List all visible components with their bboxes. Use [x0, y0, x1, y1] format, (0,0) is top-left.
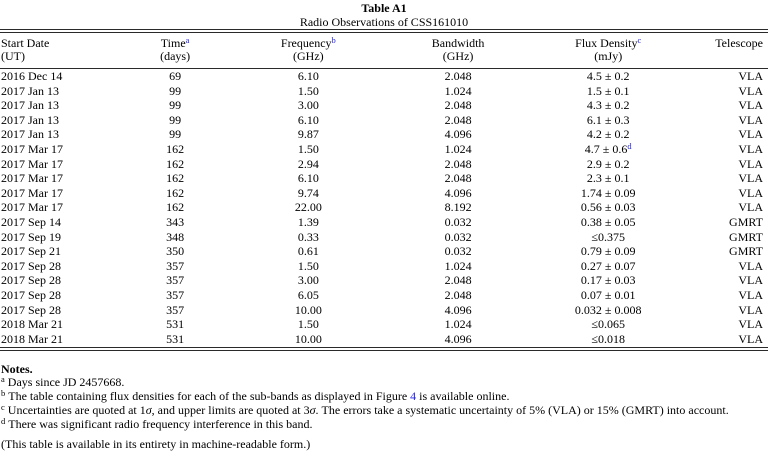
cell-start-date: 2017 Mar 17	[1, 185, 63, 200]
cell-start-date: 2017 Sep 28	[1, 273, 61, 288]
footnote-text: . The errors take a systematic uncertainty of 5% (VLA) or 15% (GMRT) into account.	[315, 402, 729, 417]
cell-time: 69	[169, 69, 182, 83]
cell-start-date: 2017 Mar 17	[1, 156, 63, 171]
cell-start-date: 2017 Sep 28	[1, 287, 61, 302]
footnote-c-link[interactable]: c	[637, 35, 642, 45]
column-header-time: Time$^a$ (days)	[117, 33, 234, 69]
footnote-text: , and upper limits are quoted at 3	[151, 402, 310, 417]
sigma-symbol: σ	[309, 402, 316, 417]
cell-telescope: VLA	[738, 127, 763, 142]
cell-bandwidth: 8.192	[444, 200, 472, 215]
cell-bandwidth: 2.048	[444, 69, 472, 83]
cell-frequency: 1.50	[297, 258, 319, 273]
table-row	[0, 215, 768, 230]
cell-flux-density: 0.032 ± 0.008	[574, 302, 642, 317]
cell-telescope: GMRT	[729, 229, 763, 244]
cell-start-date: 2018 Mar 21	[1, 331, 63, 346]
column-header-flux-density: Flux Density$^c$ (mJy)	[533, 33, 684, 69]
footnote-text: Days since JD 2457668.	[7, 375, 125, 390]
table-row	[0, 142, 768, 157]
cell-frequency: 22.00	[294, 200, 322, 215]
table-row	[0, 303, 768, 318]
cell-telescope: VLA	[738, 287, 763, 302]
cell-frequency: 1.39	[297, 214, 319, 229]
cell-start-date: 2017 Sep 28	[1, 258, 61, 273]
cell-flux-density: 4.7 ± 0.6$^d$	[584, 140, 632, 156]
cell-time: 162	[166, 185, 185, 200]
cell-frequency: 0.33	[297, 229, 319, 244]
cell-time: 162	[166, 141, 185, 156]
column-header-bandwidth: Bandwidth (GHz)	[383, 33, 533, 69]
footnote-text: The table containing flux densities for each of the sub-bands as displayed in Figure	[8, 389, 411, 404]
table-row	[0, 171, 768, 186]
footnote-text: is available online.	[416, 389, 510, 404]
cell-time: 531	[166, 317, 185, 332]
cell-bandwidth: 4.096	[444, 185, 472, 200]
footnote-c	[1, 401, 768, 418]
cell-telescope: VLA	[738, 273, 763, 288]
cell-bandwidth: 2.048	[444, 98, 472, 113]
cell-telescope: VLA	[738, 317, 763, 332]
footnote-b-link[interactable]: b	[331, 35, 336, 45]
notes-block	[0, 363, 768, 451]
cell-start-date: 2017 Jan 13	[1, 112, 59, 127]
cell-telescope: VLA	[738, 185, 763, 200]
cell-telescope: VLA	[738, 200, 763, 215]
cell-time: 99	[169, 112, 182, 127]
cell-flux-density: 0.79 ± 0.09	[580, 244, 636, 259]
cell-flux-density: 0.17 ± 0.03	[580, 273, 636, 288]
cell-telescope: VLA	[738, 83, 763, 98]
availability-note: (This table is available in its entirety in machine-readable form.)	[1, 437, 311, 452]
cell-time: 99	[169, 127, 182, 142]
footnote-a	[1, 376, 768, 390]
cell-frequency: 10.00	[294, 331, 322, 346]
cell-telescope: VLA	[738, 302, 763, 317]
cell-bandwidth: 0.032	[444, 244, 472, 259]
cell-frequency: 10.00	[294, 302, 322, 317]
cell-flux-density: 4.3 ± 0.2	[586, 98, 630, 113]
cell-time: 350	[166, 244, 185, 259]
table-row	[0, 230, 768, 245]
column-header-telescope: Telescope	[683, 33, 768, 69]
cell-bandwidth: 1.024	[444, 83, 472, 98]
cell-start-date: 2017 Jan 13	[1, 83, 59, 98]
cell-frequency: 1.50	[297, 141, 319, 156]
cell-flux-density: 2.3 ± 0.1	[586, 171, 630, 186]
cell-frequency: 6.10	[297, 69, 319, 83]
cell-time: 531	[166, 331, 185, 346]
cell-start-date: 2017 Mar 17	[1, 200, 63, 215]
footnote-list	[1, 376, 768, 431]
footnote-d-link[interactable]: d	[627, 140, 632, 151]
notes-heading: Notes.	[1, 362, 33, 377]
figure-reference-link[interactable]: 4	[410, 389, 417, 404]
cell-time: 99	[169, 83, 182, 98]
table-row	[0, 273, 768, 288]
table-row	[0, 69, 768, 84]
cell-start-date: 2017 Jan 13	[1, 127, 59, 142]
cell-bandwidth: 2.048	[444, 156, 472, 171]
footnote-text: Uncertainties are quoted at 1	[7, 402, 146, 417]
cell-bandwidth: 2.048	[444, 273, 472, 288]
cell-time: 162	[166, 200, 185, 215]
cell-flux-density: ≤0.375	[591, 229, 626, 244]
cell-telescope: VLA	[738, 258, 763, 273]
footnote-c-marker: c	[1, 401, 5, 412]
cell-frequency: 1.50	[297, 317, 319, 332]
cell-start-date: 2018 Mar 21	[1, 317, 63, 332]
cell-bandwidth: 4.096	[444, 127, 472, 142]
cell-flux-density: ≤0.018	[591, 331, 626, 346]
cell-flux-density: 0.07 ± 0.01	[580, 287, 636, 302]
cell-frequency: 1.50	[297, 83, 319, 98]
cell-flux-density: 0.27 ± 0.07	[580, 258, 636, 273]
footnote-b	[1, 390, 768, 404]
cell-flux-density: 6.1 ± 0.3	[586, 112, 630, 127]
cell-bandwidth: 0.032	[444, 214, 472, 229]
footnote-a-link[interactable]: a	[185, 35, 190, 45]
cell-flux-density: ≤0.065	[591, 317, 626, 332]
footnote-d-marker: d	[1, 415, 6, 426]
cell-frequency: 6.05	[297, 287, 319, 302]
cell-bandwidth: 0.032	[444, 229, 472, 244]
column-header-start-date: Start Date (UT)	[0, 33, 117, 69]
cell-time: 357	[166, 287, 185, 302]
table-header-row	[0, 33, 768, 69]
cell-bandwidth: 1.024	[444, 141, 472, 156]
table-row	[0, 288, 768, 303]
table-row	[0, 113, 768, 128]
cell-time: 162	[166, 171, 185, 186]
cell-telescope: VLA	[738, 331, 763, 346]
cell-flux-density: 0.38 ± 0.05	[580, 214, 636, 229]
table-subtitle: Radio Observations of CSS161010	[299, 15, 469, 29]
cell-frequency: 6.10	[297, 171, 319, 186]
cell-telescope: VLA	[738, 171, 763, 186]
table-row	[0, 127, 768, 142]
cell-time: 357	[166, 258, 185, 273]
cell-flux-density: 4.5 ± 0.2	[586, 69, 630, 83]
cell-telescope: VLA	[738, 156, 763, 171]
table-row	[0, 244, 768, 259]
table-row	[0, 84, 768, 99]
cell-frequency: 9.74	[297, 185, 319, 200]
cell-frequency: 9.87	[297, 127, 319, 142]
cell-bandwidth: 2.048	[444, 112, 472, 127]
cell-telescope: VLA	[738, 69, 763, 83]
cell-telescope: GMRT	[729, 214, 763, 229]
footnote-a-marker: a	[1, 374, 5, 385]
table-row	[0, 186, 768, 201]
cell-telescope: GMRT	[729, 244, 763, 259]
table-row	[0, 332, 768, 347]
table-row	[0, 317, 768, 332]
cell-start-date: 2016 Dec 14	[1, 69, 63, 83]
sigma-symbol: σ	[145, 402, 152, 417]
cell-telescope: VLA	[738, 141, 763, 156]
cell-start-date: 2017 Sep 19	[1, 229, 61, 244]
cell-telescope: VLA	[738, 98, 763, 113]
cell-start-date: 2017 Sep 21	[1, 244, 61, 259]
cell-time: 162	[166, 156, 185, 171]
cell-frequency: 2.94	[297, 156, 319, 171]
cell-flux-density: 1.74 ± 0.09	[580, 185, 636, 200]
cell-bandwidth: 1.024	[444, 258, 472, 273]
cell-time: 348	[166, 229, 185, 244]
cell-frequency: 3.00	[297, 273, 319, 288]
cell-time: 357	[166, 273, 185, 288]
radio-observations-table	[0, 33, 768, 346]
table-row	[0, 98, 768, 113]
cell-telescope: VLA	[738, 112, 763, 127]
cell-bandwidth: 1.024	[444, 317, 472, 332]
cell-flux-density: 2.9 ± 0.2	[586, 156, 630, 171]
cell-bandwidth: 2.048	[444, 287, 472, 302]
cell-bandwidth: 4.096	[444, 302, 472, 317]
table-row	[0, 200, 768, 215]
cell-bandwidth: 4.096	[444, 331, 472, 346]
footnote-d	[1, 415, 768, 432]
cell-time: 99	[169, 98, 182, 113]
bottom-double-rule	[0, 347, 768, 351]
cell-frequency: 0.61	[297, 244, 319, 259]
cell-start-date: 2017 Mar 17	[1, 171, 63, 186]
table-caption	[0, 0, 768, 28]
footnote-b-marker: b	[1, 388, 6, 399]
cell-frequency: 3.00	[297, 98, 319, 113]
cell-flux-density: 4.2 ± 0.2	[586, 127, 630, 142]
cell-start-date: 2017 Sep 14	[1, 214, 61, 229]
table-row	[0, 259, 768, 274]
cell-start-date: 2017 Jan 13	[1, 98, 59, 113]
cell-start-date: 2017 Sep 28	[1, 302, 61, 317]
cell-flux-density: 1.5 ± 0.1	[586, 83, 630, 98]
cell-bandwidth: 2.048	[444, 171, 472, 186]
footnote-text: There was significant radio frequency interference in this band.	[8, 416, 313, 431]
table-row	[0, 157, 768, 172]
cell-time: 357	[166, 302, 185, 317]
table-title: Table A1	[361, 1, 407, 15]
column-header-frequency: Frequency$^b$ (GHz)	[233, 33, 383, 69]
cell-time: 343	[166, 214, 185, 229]
cell-flux-density: 0.56 ± 0.03	[580, 200, 636, 215]
cell-start-date: 2017 Mar 17	[1, 141, 63, 156]
cell-frequency: 6.10	[297, 112, 319, 127]
